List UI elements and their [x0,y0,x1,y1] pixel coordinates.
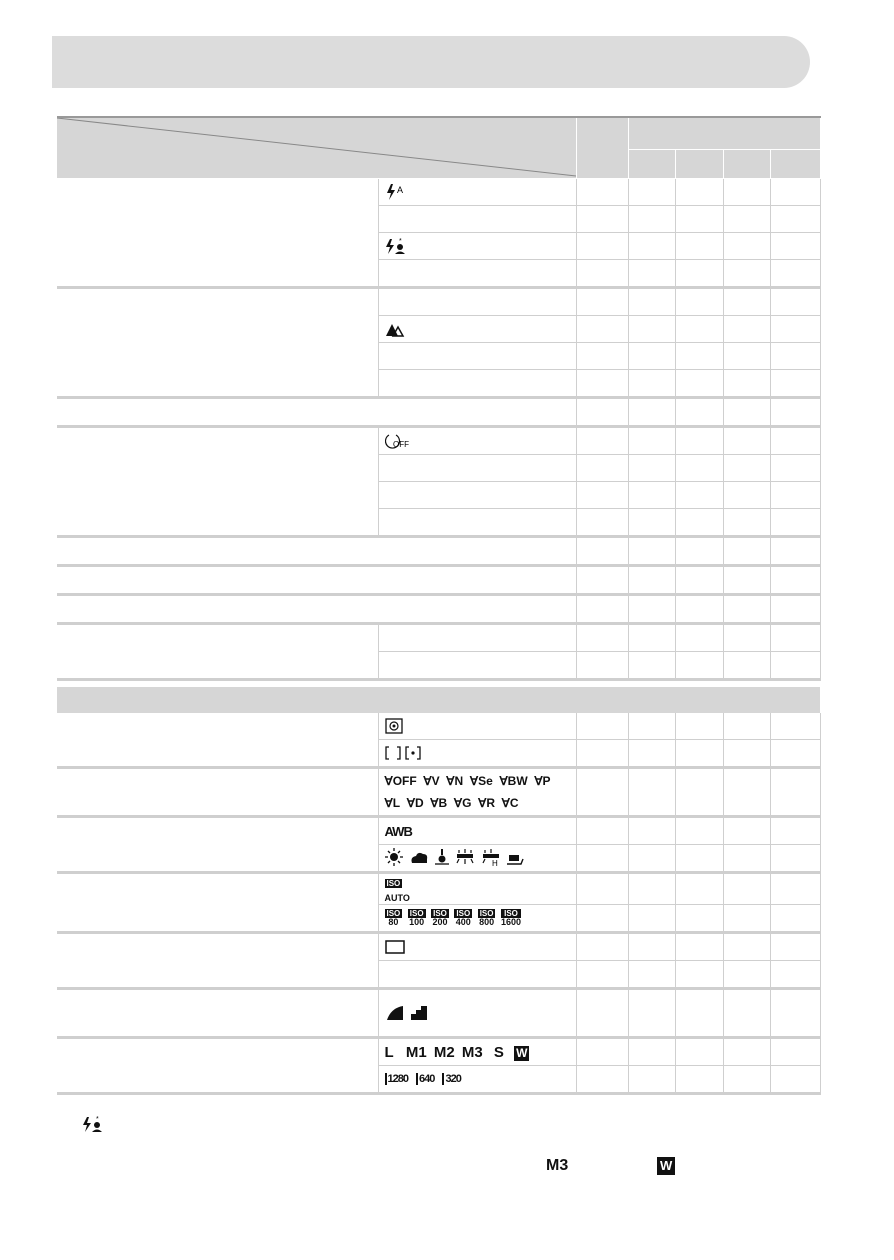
iso-value: 400 [455,917,471,927]
header-cell [723,149,770,178]
iso-400: ISO 400 [455,909,471,927]
flash-auto-icon [385,183,407,201]
resolution-s: S [493,1043,504,1061]
setting-cell [378,740,576,768]
cloudy-icon [411,852,427,862]
resolution-m2: M2 [433,1043,455,1061]
iso-200: ISO 200 [432,909,448,927]
setting-cell [378,873,576,905]
my-colors-icon: Ɐ [423,774,432,788]
my-colors-label: C [509,796,519,810]
my-colors-label: Se [478,774,493,788]
my-colors-cell [378,768,576,817]
function-name-cell [57,933,378,989]
function-name-cell [57,1038,378,1094]
table-row [57,288,820,316]
resolution-m3: M3 [461,1043,483,1061]
setting-cell [378,179,576,206]
svg-text:*: * [398,238,402,245]
function-name-cell [57,817,378,873]
fluorescent-icon [457,849,473,864]
setting-cell [378,233,576,260]
my-colors-row-1 [385,770,576,792]
table-row [57,624,820,652]
iso-auto-label: AUTO [384,893,410,903]
evaluative-metering-icon [385,717,407,735]
function-name-cell [57,398,576,427]
footnote-widescreen-icon: W [657,1157,675,1175]
my-colors-label: D [414,796,424,810]
setting-cell [378,905,576,933]
setting-cell [378,427,576,455]
table-row [57,989,820,1038]
white-balance-icons [385,847,555,867]
function-name-cell [57,713,378,768]
my-colors-icon: Ɐ [499,774,508,788]
movie-size-320: 320 [442,1073,460,1085]
setting-cell [378,1038,576,1066]
table-row [57,427,820,455]
svg-text:A: A [396,185,403,195]
my-colors-label: OFF [392,774,417,788]
my-colors-icon: Ɐ [384,796,393,810]
header-cell [770,149,820,178]
my-colors-label: BW [507,774,528,788]
iso-800: ISO 800 [479,909,495,927]
my-colors-icon: Ɐ [469,774,479,788]
table-row [57,768,820,817]
infinity-mountain-icon [385,320,407,338]
superfine-icon [387,1006,403,1020]
setting-cell [378,989,576,1038]
setting-cell [378,845,576,873]
widescreen-icon: W [516,1045,528,1060]
setting-cell [378,933,576,961]
table-row [57,566,820,595]
resolution-m1: M1 [405,1043,427,1061]
my-colors-label: G [462,796,472,810]
header-cell [576,117,628,179]
table-row [57,537,820,566]
daylight-icon [385,848,403,866]
table-row [57,595,820,624]
table-row [57,398,820,427]
table-row [57,179,820,206]
table-row [57,933,820,961]
iso-1600: ISO 1600 [500,909,522,927]
svg-text:*: * [96,1116,99,1123]
my-colors-icon: Ɐ [534,774,543,788]
header-cell [628,117,820,149]
single-shot-icon [385,939,407,955]
function-table-1 [57,116,821,681]
tungsten-icon [435,849,449,864]
my-colors-icon: Ɐ [478,796,487,810]
my-colors-label: R [486,796,495,810]
my-colors-label: N [454,774,464,788]
iso-value: 100 [409,917,425,927]
iso-value: 1600 [500,917,522,927]
table-row [57,1038,820,1066]
flash-redeye-icon [385,237,407,255]
header-diagonal-cell [57,117,576,179]
function-name-cell [57,873,378,933]
section-banner [52,36,810,88]
function-name-cell [57,768,378,817]
function-name-cell [57,288,378,398]
my-colors-icon: Ɐ [430,796,439,810]
my-colors-label: V [431,774,440,788]
my-colors-label: B [438,796,448,810]
function-table-2 [57,687,821,1095]
function-name-cell [57,624,378,680]
custom-wb-icon [507,855,523,864]
compression-icons [385,1002,445,1022]
section-header [57,687,820,713]
table-row [57,713,820,740]
function-name-cell [57,179,378,288]
footnote-flash-redeye-icon [82,1115,106,1133]
fluorescent-h-icon [483,849,499,867]
my-colors-label: L [392,796,401,810]
center-spot-metering-icon [385,744,429,762]
my-colors-icon: Ɐ [446,774,455,788]
movie-size-1280: 1280 [385,1073,408,1085]
svg-text:OFF: OFF [392,440,409,449]
self-timer-off-icon [385,432,409,450]
my-colors-icon: Ɐ [406,796,415,810]
header-cell [628,149,675,178]
my-colors-icon: Ɐ [384,774,393,788]
iso-icon: ISO [386,879,401,888]
setting-cell [378,316,576,343]
table-row [57,817,820,845]
svg-text:H: H [491,858,498,867]
footnote-m3: M3 [546,1157,569,1174]
diagonal-line [57,118,576,178]
movie-size-640: 640 [416,1073,434,1085]
setting-cell [378,817,576,845]
setting-cell [378,1066,576,1094]
setting-cell [378,713,576,740]
iso-100: ISO 100 [409,909,425,927]
iso-80: ISO 80 [386,909,401,927]
iso-value: 80 [388,917,399,927]
my-colors-icon: Ɐ [453,796,463,810]
fine-icon [411,1006,427,1020]
my-colors-row-2 [385,792,576,814]
header-cell [675,149,723,178]
table-row [57,873,820,905]
awb-label: AWB [384,823,412,839]
function-name-cell [57,989,378,1038]
my-colors-icon: Ɐ [501,796,510,810]
my-colors-label: P [542,774,551,788]
resolution-l: L [384,1043,394,1061]
iso-value: 200 [432,917,448,927]
iso-value: 800 [479,917,495,927]
function-name-cell [57,427,378,537]
